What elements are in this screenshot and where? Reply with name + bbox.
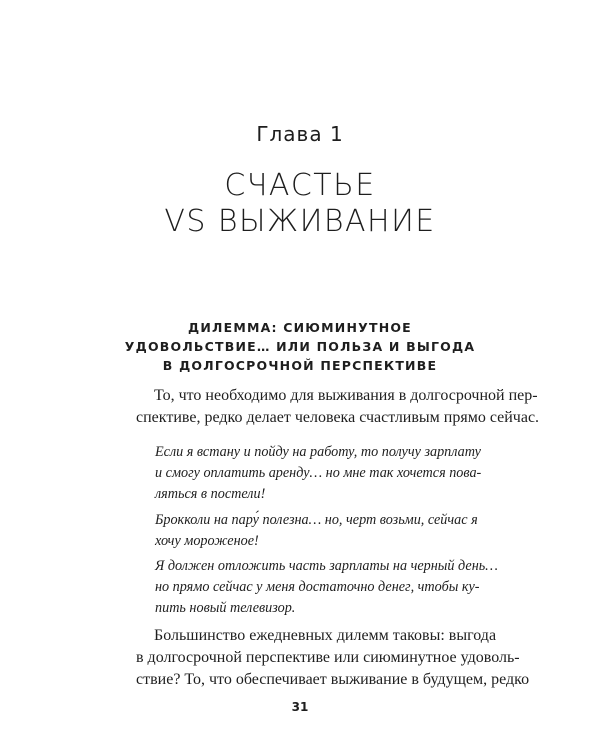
section-heading-line: В ДОЛГОСРОЧНОЙ ПЕРСПЕКТИВЕ — [162, 358, 438, 373]
example-line: ляться в постели! — [155, 486, 266, 502]
example-quote-1 — [155, 442, 495, 505]
example-quote-2 — [155, 510, 495, 552]
intro-paragraph — [136, 385, 540, 429]
example-line: Я должен отложить часть зарплаты на черный день… — [155, 558, 498, 574]
closing-paragraph — [136, 625, 530, 691]
example-line: Если я встану и пойду на работу, то получу зарплату — [155, 444, 481, 460]
paragraph-line: Большинство ежедневных дилемм таковы: выгода — [154, 627, 497, 644]
section-heading-line: УДОВОЛЬСТВИЕ… ИЛИ ПОЛЬЗА И ВЫГОДА — [124, 339, 476, 354]
example-quote-3 — [155, 556, 498, 619]
paragraph-line: спективе, редко делает человека счастливым прямо сейчас. — [136, 409, 540, 426]
page-number: 31 — [291, 700, 309, 714]
example-line: пить новый телевизор. — [155, 600, 296, 616]
chapter-title-line: VS ВЫЖИВАНИЕ — [164, 204, 436, 239]
section-heading — [0, 318, 600, 375]
example-line: но прямо сейчас у меня достаточно денег, чтобы ку- — [155, 579, 480, 595]
chapter-label: Глава 1 — [256, 122, 344, 146]
paragraph-line: ствие? То, что обеспечивает выживание в будущем, редко — [136, 671, 530, 688]
section-heading-line: ДИЛЕММА: СИЮМИНУТНОЕ — [188, 320, 412, 335]
example-line: хочу мороженое! — [155, 533, 259, 549]
paragraph-line: в долгосрочной перспективе или сиюминутное удоволь- — [136, 649, 520, 666]
chapter-title — [0, 168, 600, 240]
chapter-title-line: СЧАСТЬЕ — [224, 168, 376, 203]
paragraph-line: То, что необходимо для выживания в долгосрочной пер- — [154, 387, 538, 404]
example-line: Брокколи на пару́ полезна… но, черт возьми, сейчас я — [155, 512, 478, 528]
example-line: и смогу оплатить аренду… но мне так хочется пова- — [155, 465, 482, 481]
